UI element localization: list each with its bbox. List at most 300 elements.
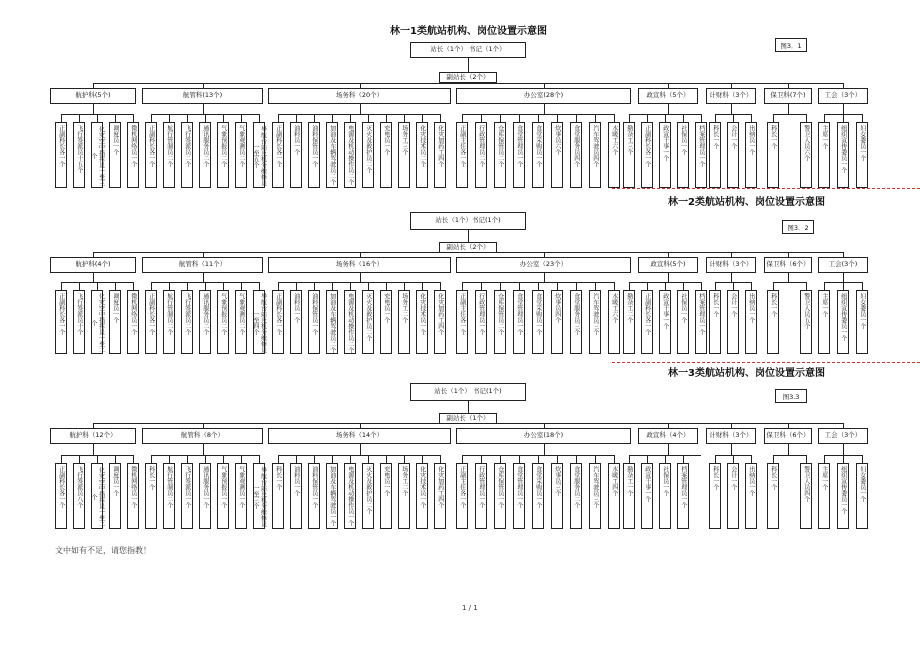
connector-line (751, 455, 752, 463)
position-leaf-box: 水暖工四个 (608, 463, 620, 529)
position-leaf-box: 勤杂工一个 (623, 463, 635, 529)
position-leaf-box: 汽车驾驶员四个 (589, 122, 601, 188)
connector-line (151, 114, 152, 122)
connector-line (278, 455, 279, 463)
connector-line (843, 444, 844, 455)
position-leaf-box: 微机网络员一个 (127, 463, 139, 529)
connector-line (519, 282, 520, 290)
connector-line (360, 273, 361, 282)
department-box: 办公室（23个） (456, 257, 631, 273)
position-leaf-box: 飞行签派员二个 (181, 290, 193, 354)
connector-line (683, 114, 684, 122)
position-leaf-box: 水暖工六个 (608, 290, 620, 354)
position-leaf-box: 食堂采购员一个 (532, 463, 544, 529)
connector-line (751, 114, 752, 122)
connector-line (731, 444, 732, 455)
connector-line (500, 455, 501, 463)
connector-line (806, 282, 807, 290)
top-leader-box: 站长（1个） 书记（1个） (410, 42, 526, 58)
position-leaf-box: 档案管理员一个 (695, 122, 707, 188)
connector-line (296, 282, 297, 290)
connector-line (404, 282, 405, 290)
connector-line (557, 455, 558, 463)
connector-line (296, 455, 297, 463)
connector-line (544, 444, 545, 455)
position-leaf-box: 食堂采购员一个 (532, 122, 544, 188)
connector-line (203, 444, 204, 455)
connector-line (203, 104, 204, 114)
position-leaf-box: 炊事员三个 (551, 463, 563, 529)
position-leaf-box: 档案管理员一个 (695, 290, 707, 354)
connector-line (332, 282, 333, 290)
position-leaf-box: 加油及车辆驾驶员一个 (326, 463, 338, 529)
connector-line (595, 114, 596, 122)
connector-line (440, 114, 441, 122)
connector-line (187, 455, 188, 463)
position-leaf-box: 化灾空中指挥员一至二个 (91, 290, 103, 354)
position-leaf-box: 油料员一个 (290, 463, 302, 529)
position-leaf-box: 主席一个 (818, 463, 830, 529)
position-leaf-box: 警卫人员六个 (800, 122, 812, 188)
connector-line (115, 282, 116, 290)
position-leaf-box: 政宣干事一个 (659, 290, 671, 354)
connector-line (668, 444, 669, 455)
page-number: 1 / 1 (462, 604, 478, 612)
connector-line (259, 282, 260, 290)
position-leaf-box: 妇女委员一个 (856, 290, 868, 354)
position-leaf-box: 勤杂工二个 (623, 290, 635, 354)
connector-line (422, 282, 423, 290)
department-box: 计财科（3个） (706, 257, 756, 273)
position-leaf-box: 食堂管理员一个 (513, 290, 525, 354)
position-leaf-box: 导航台站及机务维修员一至四个 (253, 290, 265, 354)
connector-line (665, 282, 666, 290)
connector-line (733, 282, 734, 290)
department-box: 保卫科（6个） (764, 428, 812, 444)
connector-line (715, 114, 716, 122)
position-leaf-box: 灭火及救护员二个 (362, 463, 374, 529)
position-leaf-box: 警卫人员四个 (800, 463, 812, 529)
position-leaf-box: 航行管制员二个 (163, 463, 175, 529)
position-leaf-box: 正副主任各一个 (456, 290, 468, 354)
deputy-box: 副站长（2个） (439, 72, 497, 83)
connector-line (368, 114, 369, 122)
position-leaf-box: 社保员一个 (677, 290, 689, 354)
position-leaf-box: 正副主任各一个 (456, 463, 468, 529)
position-leaf-box: 社保员一个 (659, 463, 671, 529)
connector-line (241, 114, 242, 122)
connector-line (115, 455, 116, 463)
position-leaf-box: 出纳员一个 (745, 290, 757, 354)
position-leaf-box: 油料员一个 (290, 290, 302, 354)
connector-line (386, 455, 387, 463)
footer-note: 文中如有不足，请您指教！ (55, 546, 151, 555)
department-box: 政宣科（4个） (638, 428, 698, 444)
connector-line (576, 114, 577, 122)
position-leaf-box: 食堂服务员三个 (570, 290, 582, 354)
connector-line (314, 114, 315, 122)
connector-line (614, 114, 615, 122)
position-leaf-box: 飞行签派员八个 (73, 463, 85, 529)
connector-line (576, 455, 577, 463)
connector-line (360, 104, 361, 114)
position-leaf-box: 主席一个 (818, 290, 830, 354)
position-leaf-box: 化灾技术员二个 (416, 122, 428, 188)
position-leaf-box: 飞行签派员十个 (73, 290, 85, 354)
connector-line (223, 114, 224, 122)
connector-line (462, 455, 463, 463)
connector-line (223, 282, 224, 290)
position-leaf-box: 组织宣传委员一个 (837, 463, 849, 529)
department-box: 政宣科（5个） (638, 88, 698, 104)
connector-line (97, 282, 98, 290)
connector-line (133, 282, 134, 290)
connector-line (544, 104, 545, 114)
connector-line (576, 282, 577, 290)
position-leaf-box: 行政管理员二个 (475, 122, 487, 188)
connector-line (629, 114, 630, 122)
connector-line (500, 282, 501, 290)
position-leaf-box: 食堂管理员一个 (513, 122, 525, 188)
position-leaf-box: 电源及机动操作员二个 (344, 122, 356, 188)
position-leaf-box: 充电员一个 (380, 122, 392, 188)
position-leaf-box: 化灾技术员一个 (416, 463, 428, 529)
department-box: 办公室(28个) (456, 88, 631, 104)
department-box: 政宣科(5个) (638, 257, 698, 273)
figure-number: 图3.3 (775, 389, 807, 403)
position-leaf-box: 微机网络员一个 (127, 290, 139, 354)
figure-number: 图3．2 (782, 220, 814, 234)
position-leaf-box: 主席一个 (818, 122, 830, 188)
position-leaf-box: 化灾加药工四个 (434, 463, 446, 529)
position-leaf-box: 航行管制员二个 (163, 290, 175, 354)
top-leader-box: 站长（1个）书记(1个) (410, 212, 526, 230)
connector-line (151, 455, 152, 463)
position-leaf-box: 会计一个 (727, 122, 739, 188)
connector-line (843, 282, 844, 290)
connector-line (806, 455, 807, 463)
connector-line (595, 455, 596, 463)
figure-number: 图3．1 (775, 38, 807, 52)
department-box: 计财科（3个） (706, 88, 756, 104)
position-leaf-box: 化灾加药工四个 (434, 122, 446, 188)
position-leaf-box: 灭火及救护员二个 (362, 290, 374, 354)
position-leaf-box: 妇女委员一个 (856, 463, 868, 529)
position-leaf-box: 科长一个 (709, 463, 721, 529)
department-box: 场务科（20个） (268, 88, 451, 104)
connector-line (715, 455, 716, 463)
connector-line (614, 282, 615, 290)
connector-line (93, 273, 94, 282)
position-leaf-box: 油料保管员一个 (308, 463, 320, 529)
position-leaf-box: 科长一个 (767, 122, 779, 188)
connector-line (468, 401, 469, 413)
connector-line (241, 282, 242, 290)
connector-line (169, 282, 170, 290)
department-box: 办公室(18个) (456, 428, 631, 444)
position-leaf-box: 灭火及救护员二个 (362, 122, 374, 188)
position-leaf-box: 正副科长各一个 (55, 463, 67, 529)
position-leaf-box: 化灾空中指挥员一至三个 (91, 122, 103, 188)
connector-line (79, 114, 80, 122)
position-leaf-box: 飞行签派员一个 (181, 463, 193, 529)
connector-line (468, 58, 469, 72)
connector-line (93, 104, 94, 114)
connector-line (519, 455, 520, 463)
position-leaf-box: 行政管理员一个 (475, 290, 487, 354)
connector-line (538, 114, 539, 122)
connector-line (133, 114, 134, 122)
position-leaf-box: 正副科长各一个 (55, 290, 67, 354)
department-box: 航管科(13个) (142, 88, 263, 104)
connector-line (614, 455, 615, 463)
connector-line (205, 114, 206, 122)
connector-line (751, 282, 752, 290)
connector-line (629, 455, 630, 463)
department-box: 航管科（8个） (142, 428, 263, 444)
connector-line (668, 104, 669, 114)
connector-line (169, 114, 170, 122)
position-leaf-box: 会计一个 (727, 290, 739, 354)
connector-line (557, 282, 558, 290)
connector-line (61, 114, 62, 122)
diagram-title: 林一2类航站机构、岗位设置示意图 (668, 197, 825, 208)
position-leaf-box: 仓库保管员一个 (494, 463, 506, 529)
position-leaf-box: 政宣干事一个 (659, 122, 671, 188)
position-leaf-box: 导航台站及机务维修员一至五个 (253, 122, 265, 188)
position-leaf-box: 炊事员六个 (551, 122, 563, 188)
position-leaf-box: 调度员一个 (109, 290, 121, 354)
connector-line (314, 282, 315, 290)
connector-line (404, 455, 405, 463)
position-leaf-box: 出纳员一个 (745, 463, 757, 529)
connector-line (422, 114, 423, 122)
connector-line (538, 455, 539, 463)
connector-line (843, 273, 844, 282)
connector-line (440, 455, 441, 463)
connector-line (203, 273, 204, 282)
department-box: 工会（3个） (818, 88, 868, 104)
position-leaf-box: 气象观测员二个 (235, 122, 247, 188)
connector-line (278, 455, 440, 456)
connector-line (115, 114, 116, 122)
connector-line (368, 455, 369, 463)
position-leaf-box: 正副科长各一个 (272, 290, 284, 354)
position-leaf-box: 出纳员一个 (745, 122, 757, 188)
connector-line (278, 282, 440, 283)
position-leaf-box: 充电员一个 (380, 290, 392, 354)
connector-line (93, 444, 94, 455)
position-leaf-box: 食堂服务员二个 (570, 463, 582, 529)
connector-line (788, 273, 789, 282)
connector-line (862, 455, 863, 463)
position-leaf-box: 加油及车辆驾驶员二个 (326, 290, 338, 354)
position-leaf-box: 勤杂工三个 (623, 122, 635, 188)
connector-line (788, 104, 789, 114)
position-leaf-box: 充电员一个 (380, 463, 392, 529)
connector-line (462, 282, 463, 290)
connector-line (538, 282, 539, 290)
connector-line (843, 104, 844, 114)
connector-line (500, 114, 501, 122)
position-leaf-box: 正副科长各一个 (641, 122, 653, 188)
department-box: 场务科（14个） (268, 428, 451, 444)
department-box: 保卫科(7个) (764, 88, 812, 104)
connector-line (350, 282, 351, 290)
position-leaf-box: 档案管理员一个 (677, 463, 689, 529)
connector-line (278, 282, 279, 290)
position-leaf-box: 科长一个 (272, 463, 284, 529)
position-leaf-box: 正副科长各一个 (641, 290, 653, 354)
connector-line (733, 114, 734, 122)
connector-line (647, 282, 648, 290)
connector-line (79, 455, 80, 463)
position-leaf-box: 油料员一个 (290, 122, 302, 188)
connector-line (259, 455, 260, 463)
connector-line (350, 455, 351, 463)
connector-line (843, 455, 844, 463)
connector-line (806, 114, 807, 122)
connector-line (481, 114, 482, 122)
page-divider (612, 362, 920, 363)
connector-line (647, 114, 648, 122)
connector-line (332, 114, 333, 122)
connector-line (683, 455, 684, 463)
position-leaf-box: 仓库保管员二个 (494, 290, 506, 354)
connector-line (440, 282, 441, 290)
connector-line (61, 455, 62, 463)
connector-line (187, 114, 188, 122)
position-leaf-box: 正副科长各一个 (55, 122, 67, 188)
connector-line (731, 273, 732, 282)
connector-line (332, 455, 333, 463)
department-box: 航护科(4个) (50, 257, 136, 273)
connector-line (773, 114, 774, 122)
department-box: 航护科（12个） (50, 428, 136, 444)
position-leaf-box: 炊事员四个 (551, 290, 563, 354)
position-leaf-box: 场务工三个 (398, 122, 410, 188)
connector-line (788, 444, 789, 455)
connector-line (629, 282, 630, 290)
position-leaf-box: 组织宣传委员一个 (837, 122, 849, 188)
position-leaf-box: 微机网络员一个 (127, 122, 139, 188)
connector-line (205, 455, 206, 463)
position-leaf-box: 妇女委员一个 (856, 122, 868, 188)
connector-line (314, 455, 315, 463)
connector-line (595, 282, 596, 290)
position-leaf-box: 电源及机动操作员一个 (344, 463, 356, 529)
position-leaf-box: 通讯服务员一个 (199, 463, 211, 529)
department-box: 航护科(5个) (50, 88, 136, 104)
connector-line (701, 114, 702, 122)
connector-line (701, 282, 702, 290)
connector-line (360, 444, 361, 455)
top-leader-box: 站长（1个） 书记(1个) (410, 383, 526, 401)
position-leaf-box: 化灾加药工四个 (434, 290, 446, 354)
connector-line (368, 282, 369, 290)
position-leaf-box: 化灾空中指挥员一至二个 (91, 463, 103, 529)
position-leaf-box: 气象预报员一个 (217, 463, 229, 529)
connector-line (668, 273, 669, 282)
connector-line (665, 114, 666, 122)
position-leaf-box: 化灾技术员一个 (416, 290, 428, 354)
position-leaf-box: 场务工二个 (398, 463, 410, 529)
position-leaf-box: 食堂采购员一个 (532, 290, 544, 354)
connector-line (79, 282, 80, 290)
connector-line (665, 455, 666, 463)
position-leaf-box: 汽车驾驶员三个 (589, 463, 601, 529)
connector-line (731, 104, 732, 114)
connector-line (468, 230, 469, 242)
department-box: 场务科（16个） (268, 257, 451, 273)
position-leaf-box: 电源及机动操作员二个 (344, 290, 356, 354)
position-leaf-box: 正副科长各一个 (145, 122, 157, 188)
position-leaf-box: 水暖工六个 (608, 122, 620, 188)
position-leaf-box: 仓库保管员二个 (494, 122, 506, 188)
position-leaf-box: 导航台站及机务维修员一至三个 (253, 463, 265, 529)
connector-line (773, 455, 806, 456)
position-leaf-box: 飞行签派员十五个 (73, 122, 85, 188)
position-leaf-box: 科长一个 (709, 122, 721, 188)
connector-line (843, 114, 844, 122)
position-leaf-box: 通讯服务员二个 (199, 122, 211, 188)
connector-line (350, 114, 351, 122)
page-divider (612, 188, 920, 189)
connector-line (187, 282, 188, 290)
position-leaf-box: 油料保管员一个 (308, 122, 320, 188)
connector-line (422, 455, 423, 463)
connector-line (773, 455, 774, 463)
connector-line (647, 455, 648, 463)
position-leaf-box: 油料保管员一个 (308, 290, 320, 354)
connector-line (683, 282, 684, 290)
connector-line (481, 455, 482, 463)
connector-line (462, 114, 463, 122)
diagram-title: 林一3类航站机构、岗位设置示意图 (668, 368, 825, 379)
position-leaf-box: 气象预报员二个 (217, 122, 229, 188)
connector-line (169, 455, 170, 463)
connector-line (824, 114, 825, 122)
connector-line (481, 282, 482, 290)
deputy-box: 副站长（2个） (439, 242, 497, 253)
department-box: 航管科（11个） (142, 257, 263, 273)
position-leaf-box: 科长一个 (709, 290, 721, 354)
position-leaf-box: 气象观测员二个 (235, 290, 247, 354)
connector-line (404, 114, 405, 122)
position-leaf-box: 航行管制员二个 (163, 122, 175, 188)
position-leaf-box: 通讯服务员二个 (199, 290, 211, 354)
connector-line (544, 273, 545, 282)
position-leaf-box: 加油及车辆驾驶员二个 (326, 122, 338, 188)
connector-line (278, 114, 440, 115)
deputy-box: 副站长（1个） (439, 413, 497, 424)
position-leaf-box: 行政管理员一个 (475, 463, 487, 529)
connector-line (715, 282, 716, 290)
connector-line (862, 114, 863, 122)
connector-line (824, 282, 825, 290)
department-box: 工会(3个) (818, 257, 868, 273)
position-leaf-box: 正副科长各一个 (145, 290, 157, 354)
position-leaf-box: 正副科长各一个 (272, 122, 284, 188)
position-leaf-box: 食堂服务员四个 (570, 122, 582, 188)
connector-line (519, 114, 520, 122)
position-leaf-box: 调度员一个 (109, 463, 121, 529)
position-leaf-box: 科长一个 (145, 463, 157, 529)
connector-line (386, 282, 387, 290)
position-leaf-box: 科长一个 (767, 290, 779, 354)
connector-line (97, 455, 98, 463)
department-box: 计财科（3个） (706, 428, 756, 444)
